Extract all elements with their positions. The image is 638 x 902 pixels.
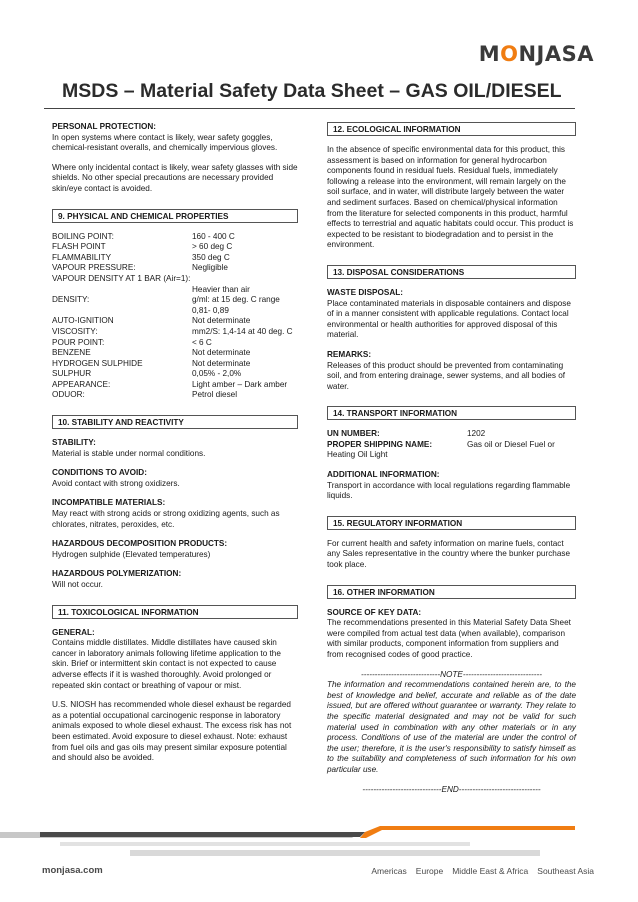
section-10-heading: 10. STABILITY AND REACTIVITY	[52, 415, 298, 429]
property-row: BOILING POINT: 160 - 400 C	[52, 231, 235, 241]
stability-text: Material is stable under normal conditions.	[52, 448, 206, 458]
conditions-text: Avoid contact with strong oxidizers.	[52, 478, 180, 488]
general-text: Contains middle distillates. Middle distillates have caused skin cancer in laboratory animals following lifetime application to the skin. Brief or intermittent skin contact is not expected to cause adverse effects if it is washed thoroughly. Avoid prolonged or repeated skin contact or breathing of vapour or mist.	[52, 638, 281, 690]
footer-band-gray-light	[130, 850, 540, 856]
personal-protection-text-1: In open systems where contact is likely, wear safety goggles, chemical-resistant overalls, and chemically impervious gloves.	[52, 132, 278, 153]
right-column	[327, 122, 576, 795]
property-row: VAPOUR DENSITY AT 1 BAR (Air=1):	[52, 273, 191, 283]
polymerization-text: Will not occur.	[52, 580, 103, 589]
region-europe: Europe	[415, 866, 444, 876]
monjasa-logo: MONJASA	[478, 42, 594, 66]
property-row: POUR POINT: < 6 C	[52, 337, 212, 347]
general-heading: GENERAL:	[52, 627, 95, 637]
decomposition-text: Hydrogen sulphide (Elevated temperatures)	[52, 549, 211, 559]
source-heading: SOURCE OF KEY DATA:	[327, 607, 422, 617]
stability-heading: STABILITY:	[52, 438, 96, 448]
footer-url[interactable]: monjasa.com	[42, 865, 103, 876]
property-row: VAPOUR PRESSURE: Negligible	[52, 263, 228, 273]
property-row: VISCOSITY: mm2/S: 1,4-14 at 40 deg. C	[52, 326, 293, 336]
personal-protection-heading: PERSONAL PROTECTION:	[52, 122, 157, 131]
polymerization-heading: HAZARDOUS POLYMERIZATION:	[52, 569, 182, 579]
properties-list	[52, 232, 298, 402]
additional-info-text: Transport in accordance with local regulations regarding flammable liquids.	[327, 480, 571, 501]
property-row: DENSITY: g/ml: at 15 deg. C range 0,81- 0,89	[52, 295, 280, 315]
waste-disposal-text: Place contaminated materials in disposable containers and dispose of in a manner consistent with applicable regulations. Contact local environmental or health authorities for approved disposal of this material.	[327, 298, 571, 340]
region-mea: Middle East & Africa	[452, 866, 529, 876]
un-number-row: UN NUMBER: 1202	[327, 429, 486, 439]
section-13-heading: 13. DISPOSAL CONSIDERATIONS	[327, 265, 576, 279]
personal-protection-text-2: Where only incidental contact is likely, wear safety glasses with side shields. No other special precautions are necessary provided skin/eye contact is avoided.	[52, 162, 298, 193]
decomposition-heading: HAZARDOUS DECOMPOSITION PRODUCTS:	[52, 539, 228, 549]
property-row: ODUOR: Petrol diesel	[52, 390, 238, 400]
title-divider	[44, 108, 575, 109]
shipping-name-row: PROPER SHIPPING NAME: Gas oil or Diesel Fuel or	[327, 439, 555, 449]
shipping-name-cont: Heating Oil Light	[327, 450, 388, 460]
footer-band-mid	[60, 842, 470, 846]
region-americas: Americas	[371, 866, 407, 876]
remarks-text: Releases of this product should be prevented from contaminating soil, and from entering drainage, sewer systems, and all bodies of water.	[327, 360, 566, 391]
section-11-heading: 11. TOXICOLOGICAL INFORMATION	[52, 605, 298, 619]
remarks-heading: REMARKS:	[327, 349, 372, 359]
property-row: FLASH POINT > 60 deg C	[52, 242, 233, 252]
incompatible-text: May react with strong acids or strong oxidizing agents, such as chlorates, nitrates, peroxides, etc.	[52, 509, 280, 529]
property-row: Heavier than air	[192, 284, 250, 294]
property-row: HYDROGEN SULPHIDE Not determinate	[52, 358, 251, 368]
ecological-text: In the absence of specific environmental data for this product, this assessment is based on information for general hydrocarbon components found in residual fuels. Residual fuels, immediately following a release into the environment, will remain largely on the soil surface, and in water, will distribute largely between the water and sediment surfaces. Based on chemical/physical information from the literature for selected components in this product, harmful effects to terrestrial and aquatic habitats could occur. This product is expected to be resistant to biodegradation and to persist in the environment.	[327, 145, 574, 250]
property-row: AUTO-IGNITION Not determinate	[52, 316, 251, 326]
section-9-heading: 9. PHYSICAL AND CHEMICAL PROPERTIES	[52, 209, 298, 223]
section-16-heading: 16. OTHER INFORMATION	[327, 585, 576, 599]
note-heading: -----------------------------NOTE-----------------------------	[361, 669, 542, 679]
section-15-heading: 15. REGULATORY INFORMATION	[327, 516, 576, 530]
footer-decoration	[0, 818, 638, 868]
end-marker: -----------------------------END------------------------------	[362, 784, 541, 794]
conditions-heading: CONDITIONS TO AVOID:	[52, 468, 147, 478]
property-row: SULPHUR 0,05% - 2,0%	[52, 369, 242, 379]
property-row: APPEARANCE: Light amber – Dark amber	[52, 379, 288, 389]
waste-disposal-heading: WASTE DISPOSAL:	[327, 287, 403, 297]
niosh-text: U.S. NIOSH has recommended whole diesel exhaust be regarded as a potential occupational carcinogenic response in laboratory animals exposed to whole diesel exhaust. The excess risk has not been estimated. Avoid exposure to diesel exhaust. Note: exhaust from fuel oils and gas oils may present similar exposure potential and should also be avoided.	[52, 700, 292, 763]
region-sea: Southeast Asia	[537, 866, 594, 876]
note-text: The information and recommendations contained herein are, to the best of knowledge and belief, accurate and reliable as of the date issued, but are offered without guarantee or warranty. They relate to the specific material designated and may not be valid for such material used in combination with any other materials or in any process. Conditions of use of the material are under the control of the user; therefore, it is the user's responsibility to satisfy himself as to the suitability and completeness of such information for his own particular use.	[327, 680, 576, 774]
property-row: FLAMMABILITY 350 deg C	[52, 252, 230, 262]
regulatory-text: For current health and safety information on marine fuels, contact any Sales representative in the country where the bunker purchase took place.	[327, 538, 571, 570]
section-14-heading: 14. TRANSPORT INFORMATION	[327, 406, 576, 420]
section-12-heading: 12. ECOLOGICAL INFORMATION	[327, 122, 576, 136]
left-column	[52, 122, 298, 764]
property-row: BENZENE Not determinate	[52, 348, 251, 358]
source-text: The recommendations presented in this Material Safety Data Sheet were compiled from actual test data (when available), comparison with similar products, component information from suppliers and from recognised codes of good practice.	[327, 618, 571, 659]
additional-info-heading: ADDITIONAL INFORMATION:	[327, 470, 440, 480]
footer-band-dark	[40, 832, 365, 837]
incompatible-heading: INCOMPATIBLE MATERIALS:	[52, 498, 166, 508]
footer-regions	[371, 866, 594, 876]
footer-band-orange	[360, 826, 575, 838]
page-title: MSDS – Material Safety Data Sheet – GAS OIL/DIESEL	[62, 80, 562, 102]
